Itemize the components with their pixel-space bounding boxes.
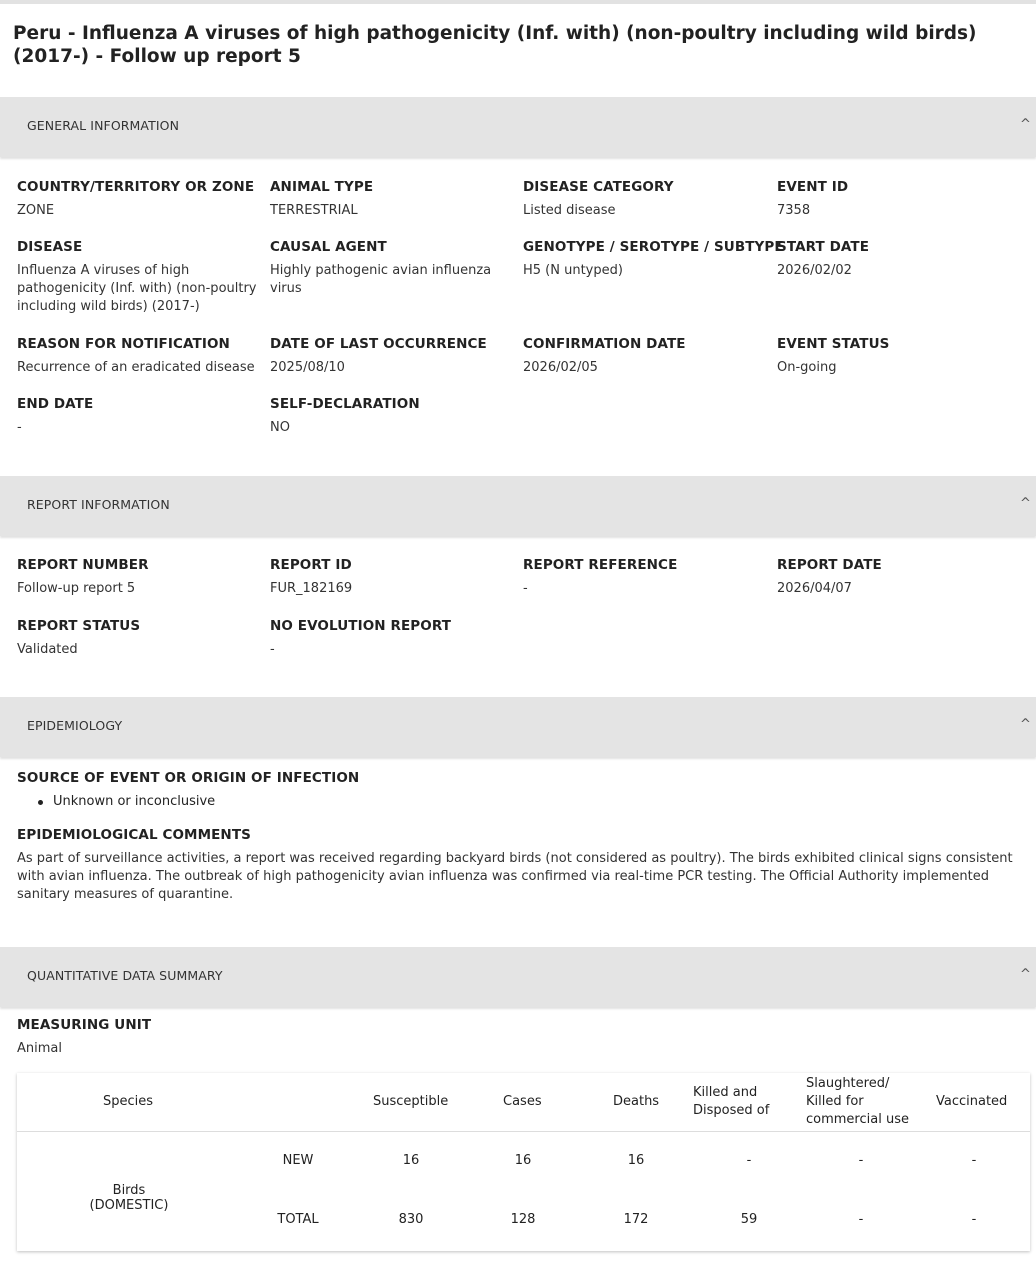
column-header-susceptible: Susceptible [373,1094,449,1109]
susceptible-cell: 830 [398,1212,424,1227]
disease-value: Influenza A viruses of high pathogenicity (Inf. with) (non-poultry including wild birds) (2017-) [17,263,257,314]
field-label: END DATE [17,396,94,412]
genotype-value: H5 (N untyped) [523,263,623,278]
column-header-deaths: Deaths [613,1094,660,1109]
cases-cell: 16 [514,1153,532,1168]
no-evolution-value: - [270,642,275,657]
vaccinated-cell: - [971,1212,977,1227]
chevron-up-icon[interactable]: ^ [1020,496,1031,511]
animal-type-value: TERRESTRIAL [270,203,358,218]
deaths-cell: 16 [627,1153,645,1168]
event-id-value: 7358 [777,203,811,218]
section-label: EPIDEMIOLOGY [27,718,123,733]
slaughtered-cell: - [858,1153,864,1168]
field-label: CONFIRMATION DATE [523,336,686,352]
susceptible-cell: 16 [402,1153,420,1168]
last-occurrence-value: 2025/08/10 [270,360,345,375]
comments-text: As part of surveillance activities, a report was received regarding backyard birds (not considered as poultry). The birds exhibited clinical signs consistent with avian influenza. The outbreak of high pathogenicity avian influenza was confirmed via real-time PCR testing. The Official Authority implemented sanitary measures of quarantine. [17,851,1013,902]
section-label: QUANTITATIVE DATA SUMMARY [27,968,223,983]
field-label: REPORT REFERENCE [523,557,678,573]
end-date-value: - [17,420,22,435]
epidemiological-comments [17,826,1017,904]
report-id-value: FUR_182169 [270,581,353,596]
epidemiology-header[interactable] [0,697,1036,757]
column-header-species: Species [103,1094,154,1109]
section-label: GENERAL INFORMATION [27,118,180,133]
field-label: DISEASE [17,239,83,255]
field-label: REPORT DATE [777,557,882,573]
row-label: TOTAL [277,1212,319,1227]
slaughtered-cell: - [858,1212,864,1227]
field-label: MEASURING UNIT [17,1017,152,1033]
field-label: START DATE [777,239,870,255]
report-reference-value: - [523,581,528,596]
field-label: REPORT ID [270,557,352,573]
event-status-value: On-going [777,360,837,375]
disease-category-value: Listed disease [523,203,616,218]
killed-cell: 59 [740,1212,758,1227]
field-label: REPORT NUMBER [17,557,149,573]
quantitative-data-header[interactable] [0,947,1036,1007]
vaccinated-cell: - [971,1153,977,1168]
report-date-value: 2026/04/07 [777,581,852,596]
country-value: ZONE [17,203,55,218]
general-information-header[interactable] [0,97,1036,157]
field-label: EPIDEMIOLOGICAL COMMENTS [17,827,251,843]
report-number-value: Follow-up report 5 [17,581,136,596]
source-of-event [17,769,1017,787]
measuring-unit [17,1016,1017,1058]
species-cell: Birds (DOMESTIC) [89,1183,169,1213]
field-label: ANIMAL TYPE [270,179,374,195]
column-header-cases: Cases [503,1094,542,1109]
killed-cell: - [746,1153,752,1168]
deaths-cell: 172 [623,1212,649,1227]
self-declaration-value: NO [270,420,290,435]
cases-cell: 128 [510,1212,536,1227]
field-label: REASON FOR NOTIFICATION [17,336,230,352]
causal-agent-value: Highly pathogenic avian influenza virus [270,263,492,296]
column-header-killed: Killed and Disposed of [693,1085,770,1118]
confirmation-date-value: 2026/02/05 [523,360,598,375]
field-label: EVENT ID [777,179,849,195]
field-label: GENOTYPE / SEROTYPE / SUBTYPE [523,239,784,255]
header-divider [17,1131,1030,1132]
top-border [0,0,1036,4]
field-label: NO EVOLUTION REPORT [270,618,452,634]
column-header-vaccinated: Vaccinated [936,1094,1008,1109]
page-title: Peru - Influenza A viruses of high pathogenicity (Inf. with) (non-poultry including wild birds) (2017-) - Follow up report 5 [13,23,977,67]
field-label: DATE OF LAST OCCURRENCE [270,336,487,352]
field-label: REPORT STATUS [17,618,141,634]
field-label: DISEASE CATEGORY [523,179,674,195]
chevron-up-icon[interactable]: ^ [1020,117,1031,132]
row-label: NEW [282,1153,314,1168]
report-information-header[interactable] [0,476,1036,536]
start-date-value: 2026/02/02 [777,263,852,278]
chevron-up-icon[interactable]: ^ [1020,967,1031,982]
measuring-unit-value: Animal [17,1041,62,1056]
field-label: CAUSAL AGENT [270,239,387,255]
column-header-slaughtered: Slaughtered/ Killed for commercial use [806,1076,909,1127]
field-label: EVENT STATUS [777,336,890,352]
reason-value: Recurrence of an eradicated disease [17,360,255,375]
report-status-value: Validated [17,642,78,657]
source-list-item: Unknown or inconclusive [53,794,216,809]
field-label: SOURCE OF EVENT OR ORIGIN OF INFECTION [17,770,360,786]
section-label: REPORT INFORMATION [27,497,170,512]
quantitative-data-table [17,1073,1030,1251]
field-label: COUNTRY/TERRITORY OR ZONE [17,179,255,195]
field-label: SELF-DECLARATION [270,396,420,412]
chevron-up-icon[interactable]: ^ [1020,717,1031,732]
